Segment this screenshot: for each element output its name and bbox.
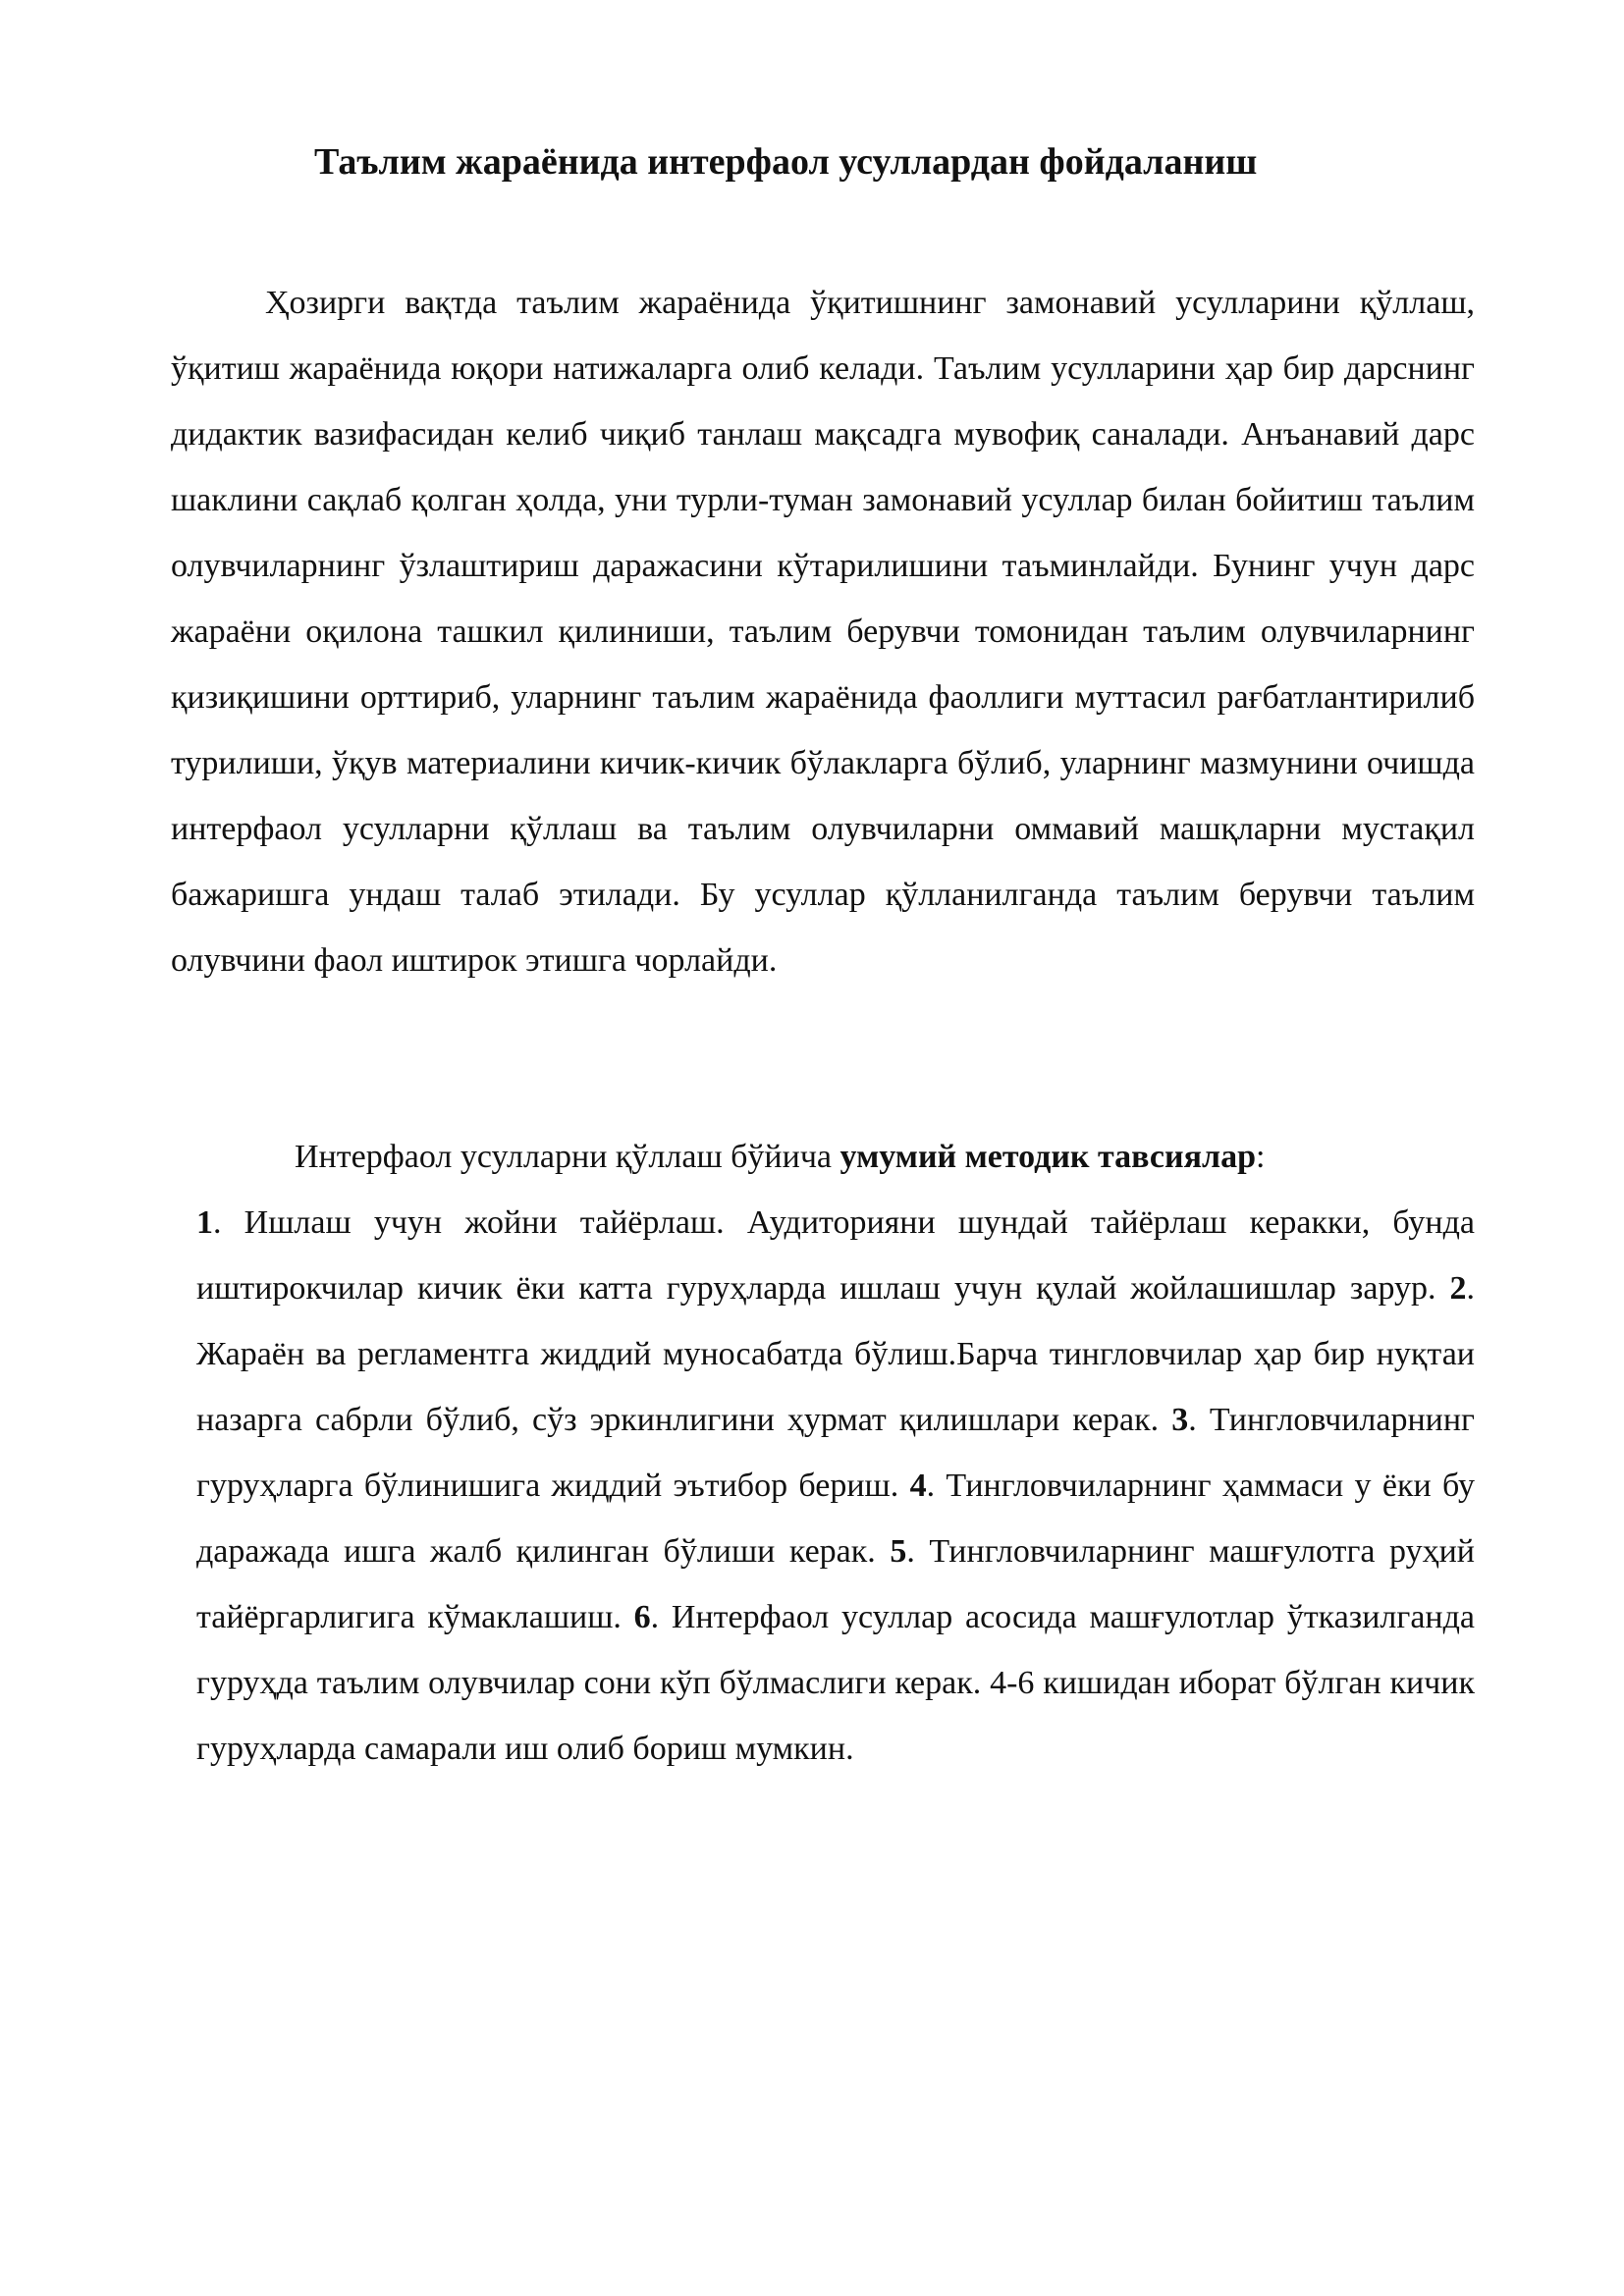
item-number-1: 1 xyxy=(196,1204,213,1241)
paragraph-intro: Ҳозирги вақтда таълим жараёнида ўқитишнинг замонавий усулларини қўллаш, ўқитиш жараёнида юқори натижаларга олиб келади. Таълим усулларини ҳар бир дарснинг дидактик вазифасидан келиб чиқиб танлаш мақсадга мувофиқ саналади. Анъанавий дарс шаклини сақлаб қолган ҳолда, уни турли-туман замонавий усуллар билан бойитиш таълим олувчиларнинг ўзлаштириш даражасини кўтарилишини таъминлайди. Бунинг учун дарс жараёни оқилона ташкил қилиниши, таълим берувчи томонидан таълим олувчиларнинг қизиқишини орттириб, уларнинг таълим жараёнида фаоллиги муттасил рағбатлантирилиб турилиши, ўқув материалини кичик-кичик бўлакларга бўлиб, уларнинг мазмунини очишда интерфаол усулларни қўллаш ва таълим олувчиларни оммавий машқларни мустақил бажаришга ундаш талаб этилади. Бу усуллар қўлланилганда таълим берувчи таълим олувчини фаол иштирок этишга чорлайди. xyxy=(171,285,1475,979)
item-number-2: 2 xyxy=(1449,1270,1467,1307)
item-number-5: 5 xyxy=(890,1533,907,1570)
item-text-5: . Тингловчиларнинг машғулотга руҳий тайёргарлигига кўмаклашиш. xyxy=(196,1533,1475,1635)
item-number-6: 6 xyxy=(633,1599,651,1635)
recommendations-paragraph xyxy=(196,1124,1475,1782)
item-number-4: 4 xyxy=(909,1468,927,1504)
recommendations-intro-colon: : xyxy=(1255,1139,1266,1175)
item-text-4: . Тингловчиларнинг ҳаммаси у ёки бу даражада ишга жалб қилинган бўлиши керак. xyxy=(196,1468,1475,1570)
item-text-3: . Тингловчиларнинг гуруҳларга бўлинишига жиддий эътибор бериш. xyxy=(196,1402,1476,1504)
item-number-3: 3 xyxy=(1171,1402,1189,1438)
recommendations-intro-bold: умумий методик тавсиялар xyxy=(839,1139,1256,1175)
item-text-6: . Интерфаол усуллар асосида машғулотлар ўтказилганда гуруҳда таълим олувчилар сони кўп бўлмаслиги керак. 4-6 кишидан иборат бўлган кичик гуруҳларда самарали иш олиб бориш мумкин. xyxy=(196,1599,1475,1767)
item-text-2: . Жараён ва регламентга жиддий муносабатда бўлиш.Барча тингловчилар ҳар бир нуқтаи назарга сабрли бўлиб, сўз эркинлигини ҳурмат қилишлари керак. xyxy=(196,1270,1475,1438)
document-title: Таълим жараёнида интерфаол усуллардан фойдаланиш xyxy=(314,141,1258,183)
recommendations-intro: Интерфаол усулларни қўллаш бўйича xyxy=(295,1139,833,1175)
item-text-1: . Ишлаш учун жойни тайёрлаш. Аудиторияни шундай тайёрлаш керакки, бунда иштирокчилар кичик ёки катта гуруҳларда ишлаш учун қулай жойлашишлар зарур. xyxy=(196,1204,1475,1307)
